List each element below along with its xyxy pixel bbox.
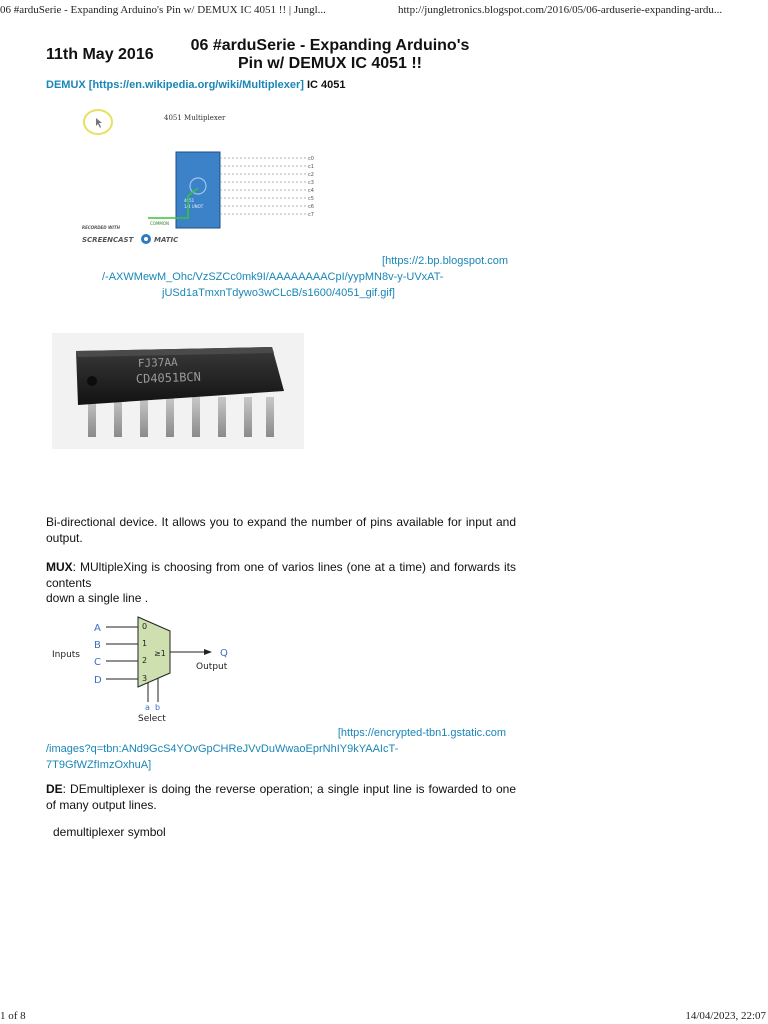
- post-title-line-1: 06 #arduSerie - Expanding Arduino's: [190, 37, 470, 54]
- watermark-recorded: RECORDED WITH: [82, 225, 120, 230]
- page-count: 1 of 8: [0, 1010, 26, 1022]
- output-arrow-icon: [204, 649, 212, 655]
- input-lines: [106, 627, 138, 679]
- pin-label: c4: [308, 188, 314, 194]
- demux-line-text: IC 4051: [303, 79, 346, 91]
- ic-chip-photo: [52, 333, 304, 449]
- demux-symbol-caption: demultiplexer symbol: [53, 825, 166, 839]
- print-timestamp: 14/04/2023, 22:07: [685, 1010, 766, 1022]
- ic-label: 4051: [184, 198, 195, 203]
- post-date: 11th May 2016: [46, 46, 154, 63]
- watermark-brand-b: MATIC: [154, 236, 179, 244]
- select-letters: [145, 703, 160, 712]
- ic-4051-body: [176, 152, 220, 228]
- post-title: [170, 37, 490, 73]
- mux-paragraph: [46, 559, 516, 591]
- output-q: Q: [220, 648, 228, 659]
- mux-link-line-3: 7T9GfWZfImzOxhuA]: [46, 759, 152, 771]
- de-label: DE: [46, 782, 63, 796]
- output-lines: [220, 158, 306, 214]
- input-a: A: [94, 623, 101, 634]
- svg-text:0: 0: [142, 622, 148, 631]
- demux-paragraph: [46, 781, 516, 813]
- svg-text:b: b: [155, 703, 161, 712]
- input-d: D: [94, 675, 102, 686]
- mux-text-line-2: down a single line .: [46, 591, 149, 605]
- input-letters: [94, 623, 102, 686]
- inputs-label: Inputs: [52, 650, 80, 660]
- gif-link-line-1: [https://2.bp.blogspot.com: [382, 255, 508, 267]
- watermark-brand-a: SCREENCAST: [82, 236, 134, 244]
- post-title-line-2: Pin w/ DEMUX IC 4051 !!: [237, 55, 423, 72]
- common-label: COMMON: [150, 221, 169, 226]
- de-text: : DEmultiplexer is doing the reverse operation; a single input line is fowarded to one of many output lines.: [46, 782, 516, 812]
- svg-text:2: 2: [142, 656, 148, 665]
- chip-notch: [87, 376, 97, 386]
- multiplexer-gif: [80, 106, 330, 248]
- demux-wikipedia-link[interactable]: DEMUX [https://en.wikipedia.org/wiki/Multiplexer]: [46, 79, 304, 91]
- pin-label: c6: [308, 204, 314, 210]
- input-c: C: [94, 657, 101, 668]
- mux-label: MUX: [46, 560, 73, 574]
- mux-link-line-1: [https://encrypted-tbn1.gstatic.com: [337, 727, 506, 739]
- print-header-title: 06 #arduSerie - Expanding Arduino's Pin w/ DEMUX IC 4051 !! | Jungl...: [0, 4, 326, 16]
- gif-title: 4051 Multiplexer: [164, 114, 226, 122]
- svg-text:a: a: [145, 703, 150, 712]
- chip-marking-1: FJ37AA: [137, 355, 178, 370]
- print-header-url: http://jungletronics.blogspot.com/2016/05/06-arduserie-expanding-ardu...: [398, 4, 723, 16]
- input-b: B: [94, 640, 101, 651]
- mux-text: : MUltipleXing is choosing from one of varios lines (one at a time) and forwards its contents: [46, 560, 516, 590]
- gif-link-line-2: /-AXWMewM_Ohc/VzSZCc0mk9I/AAAAAAAACpI/yypMN8v-y-UVxAT-: [102, 271, 444, 283]
- svg-text:3: 3: [142, 674, 148, 683]
- output-label: Output: [196, 662, 228, 672]
- intro-paragraph: Bi-directional device. It allows you to expand the number of pins available for input and output.: [46, 515, 516, 545]
- pin-label: c0: [308, 156, 314, 162]
- mux-symbol: ≥1: [154, 649, 166, 658]
- mux-diagram: [46, 614, 266, 726]
- gif-image-link[interactable]: [102, 253, 508, 301]
- cursor-icon: [96, 118, 102, 128]
- mux-image-link[interactable]: [46, 725, 506, 773]
- pin-label: c7: [308, 212, 314, 218]
- output-pin-labels: [308, 156, 314, 218]
- pin-label: c5: [308, 196, 314, 202]
- gif-link-line-3: jUSd1aTmxnTdywo3wCLcB/s1600/4051_gif.gif]: [162, 287, 395, 299]
- pin-label: c3: [308, 180, 314, 186]
- demux-line: [46, 79, 346, 91]
- mux-link-line-2: /images?q=tbn:ANd9GcS4YOvGpCHReJVvDuWwaoEprNhIY9kYAAIcT-: [46, 743, 399, 755]
- pin-label: c1: [308, 164, 314, 170]
- select-label: Select: [138, 714, 166, 724]
- pin-label: c2: [308, 172, 314, 178]
- chip-marking-2: CD4051BCN: [135, 369, 202, 386]
- svg-text:1: 1: [142, 639, 148, 648]
- ic-sublabel: 1/4 UNOT: [184, 204, 204, 209]
